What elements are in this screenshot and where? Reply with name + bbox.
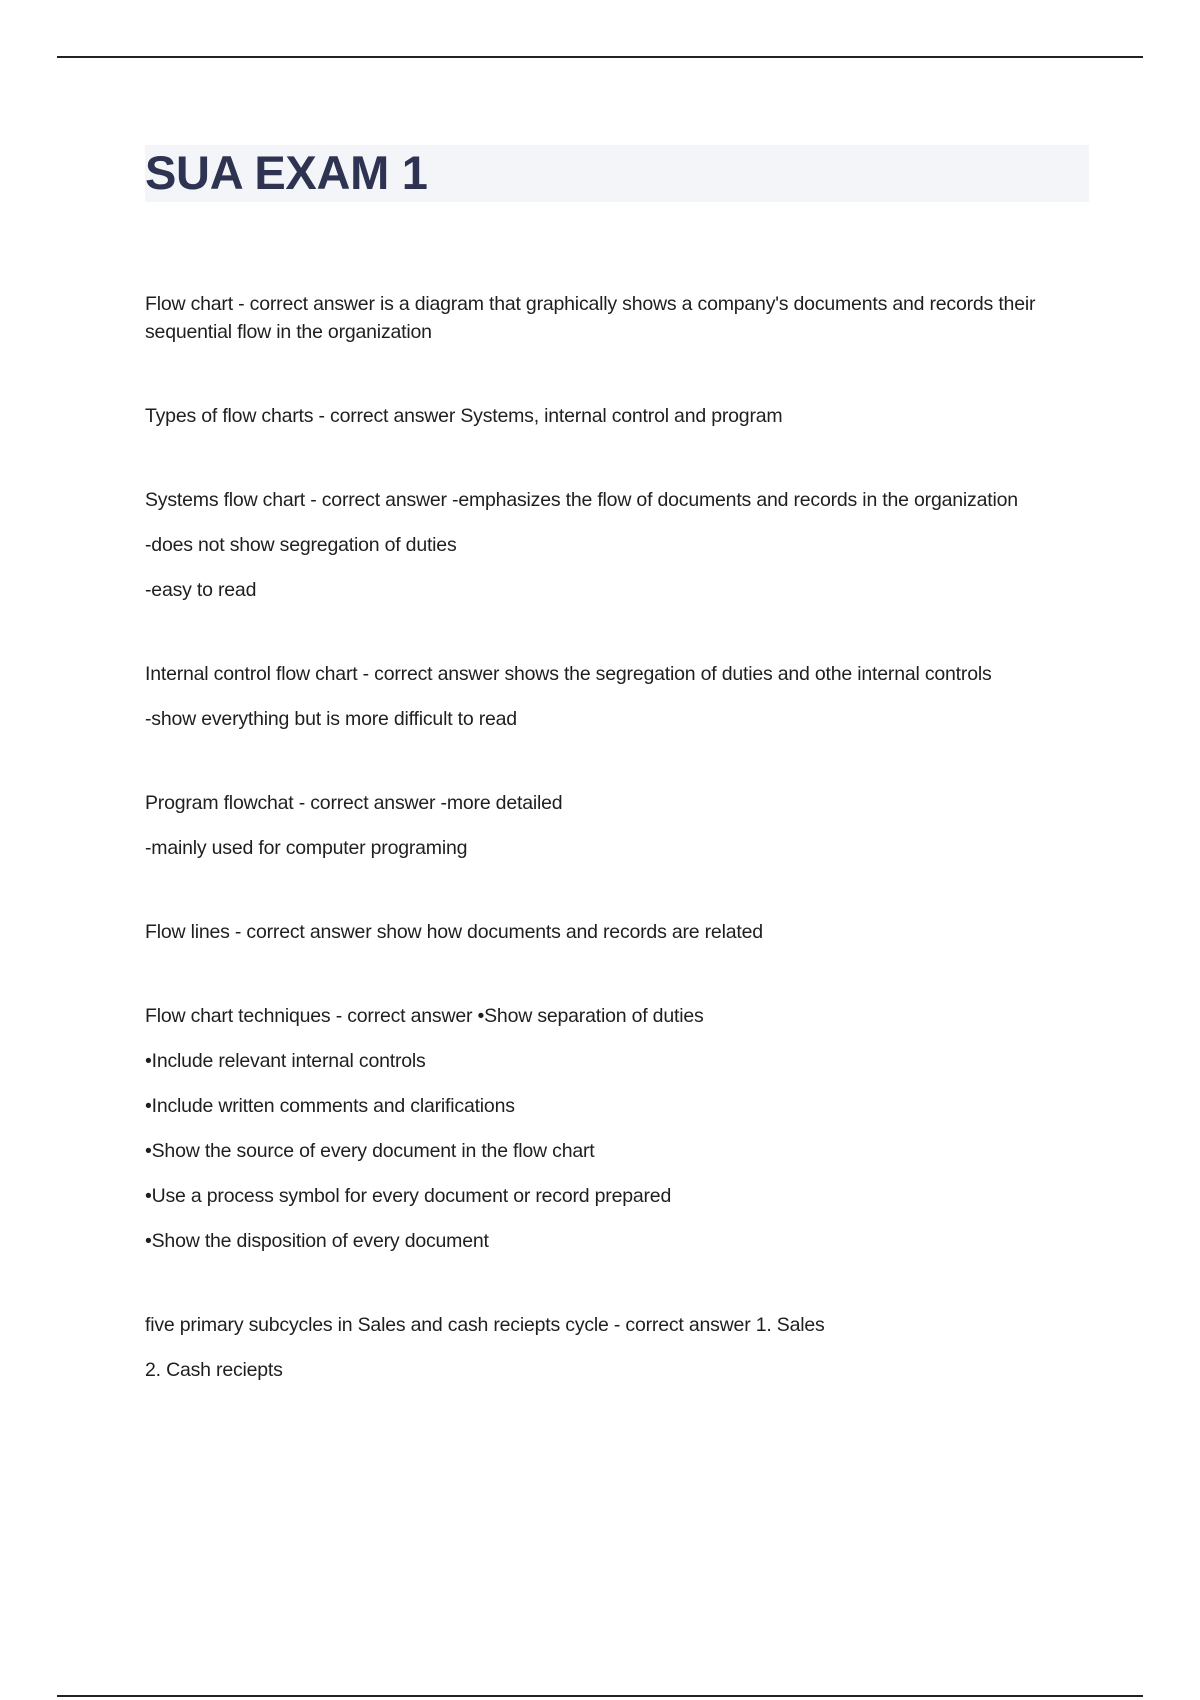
entry-technique-bullet: •Show the source of every document in the flow chart [145,1140,595,1162]
entry-systems-flow-chart: Systems flow chart - correct answer -emphasizes the flow of documents and records in the organization [145,489,1018,511]
entry-systems-detail-1: -does not show segregation of duties [145,534,457,556]
entry-technique-bullet: •Show the disposition of every document [145,1230,489,1252]
entry-internal-control-detail: -show everything but is more difficult to read [145,708,517,730]
entry-subcycle-item: 2. Cash reciepts [145,1359,283,1381]
entry-systems-detail-2: -easy to read [145,579,257,601]
top-rule [57,56,1143,58]
bottom-rule [57,1695,1143,1697]
entry-flow-lines: Flow lines - correct answer show how documents and records are related [145,921,763,943]
entry-technique-bullet: •Include relevant internal controls [145,1050,426,1072]
entry-technique-bullet: •Use a process symbol for every document or record prepared [145,1185,672,1207]
entry-program-detail: -mainly used for computer programing [145,837,468,859]
entry-technique-bullet: •Include written comments and clarifications [145,1095,515,1117]
entry-internal-control-flow-chart: Internal control flow chart - correct answer shows the segregation of duties and othe internal controls [145,663,992,685]
document-body [145,290,1085,1401]
page-title: SUA EXAM 1 [145,146,428,199]
entry-subcycles: five primary subcycles in Sales and cash reciepts cycle - correct answer 1. Sales [145,1314,825,1336]
entry-program-flowchart: Program flowchat - correct answer -more detailed [145,792,563,814]
entry-flow-chart-techniques: Flow chart techniques - correct answer •Show separation of duties [145,1005,704,1027]
entry-types-of-flow-charts: Types of flow charts - correct answer Systems, internal control and program [145,405,783,427]
entry-flow-chart: Flow chart - correct answer is a diagram that graphically shows a company's documents and records their sequential flow in the organization [145,293,1036,343]
